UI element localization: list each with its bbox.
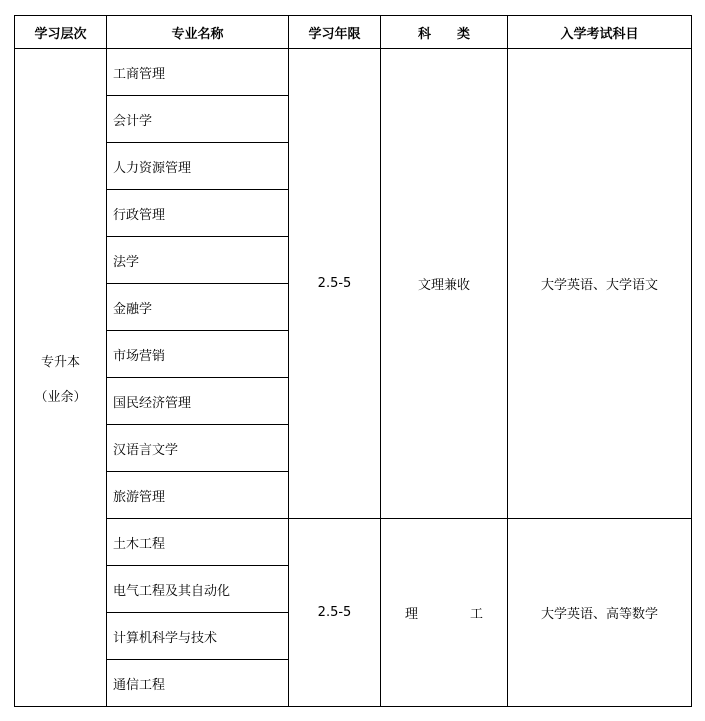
programs-table (14, 15, 692, 707)
table-row (15, 519, 692, 566)
major-name: 法学 (107, 237, 289, 284)
study-level-mode: （业余） (34, 389, 87, 405)
study-level: 专升本 (40, 354, 80, 370)
exam-cell: 大学英语、大学语文 (508, 49, 692, 519)
table-row (15, 49, 692, 96)
major-name: 旅游管理 (107, 472, 289, 519)
header-row (15, 16, 692, 49)
category-left: 理 (405, 607, 419, 622)
category-cell: 文理兼收 (381, 49, 508, 519)
major-name: 国民经济管理 (107, 378, 289, 425)
header-exam: 入学考试科目 (508, 16, 692, 49)
major-name: 土木工程 (107, 519, 289, 566)
category-right: 工 (469, 607, 483, 622)
study-level-cell (15, 49, 107, 707)
major-name: 市场营销 (107, 331, 289, 378)
header-category: 科 类 (381, 16, 508, 49)
major-name: 行政管理 (107, 190, 289, 237)
major-name: 通信工程 (107, 660, 289, 707)
major-name: 电气工程及其自动化 (107, 566, 289, 613)
header-major: 专业名称 (107, 16, 289, 49)
header-years: 学习年限 (289, 16, 381, 49)
major-name: 金融学 (107, 284, 289, 331)
years-cell: 2.5-5 (289, 519, 381, 707)
major-name: 汉语言文学 (107, 425, 289, 472)
major-name: 计算机科学与技术 (107, 613, 289, 660)
header-level: 学习层次 (15, 16, 107, 49)
major-name: 工商管理 (107, 49, 289, 96)
category-cell (381, 519, 508, 707)
exam-cell: 大学英语、高等数学 (508, 519, 692, 707)
major-name: 人力资源管理 (107, 143, 289, 190)
major-name: 会计学 (107, 96, 289, 143)
years-cell: 2.5-5 (289, 49, 381, 519)
